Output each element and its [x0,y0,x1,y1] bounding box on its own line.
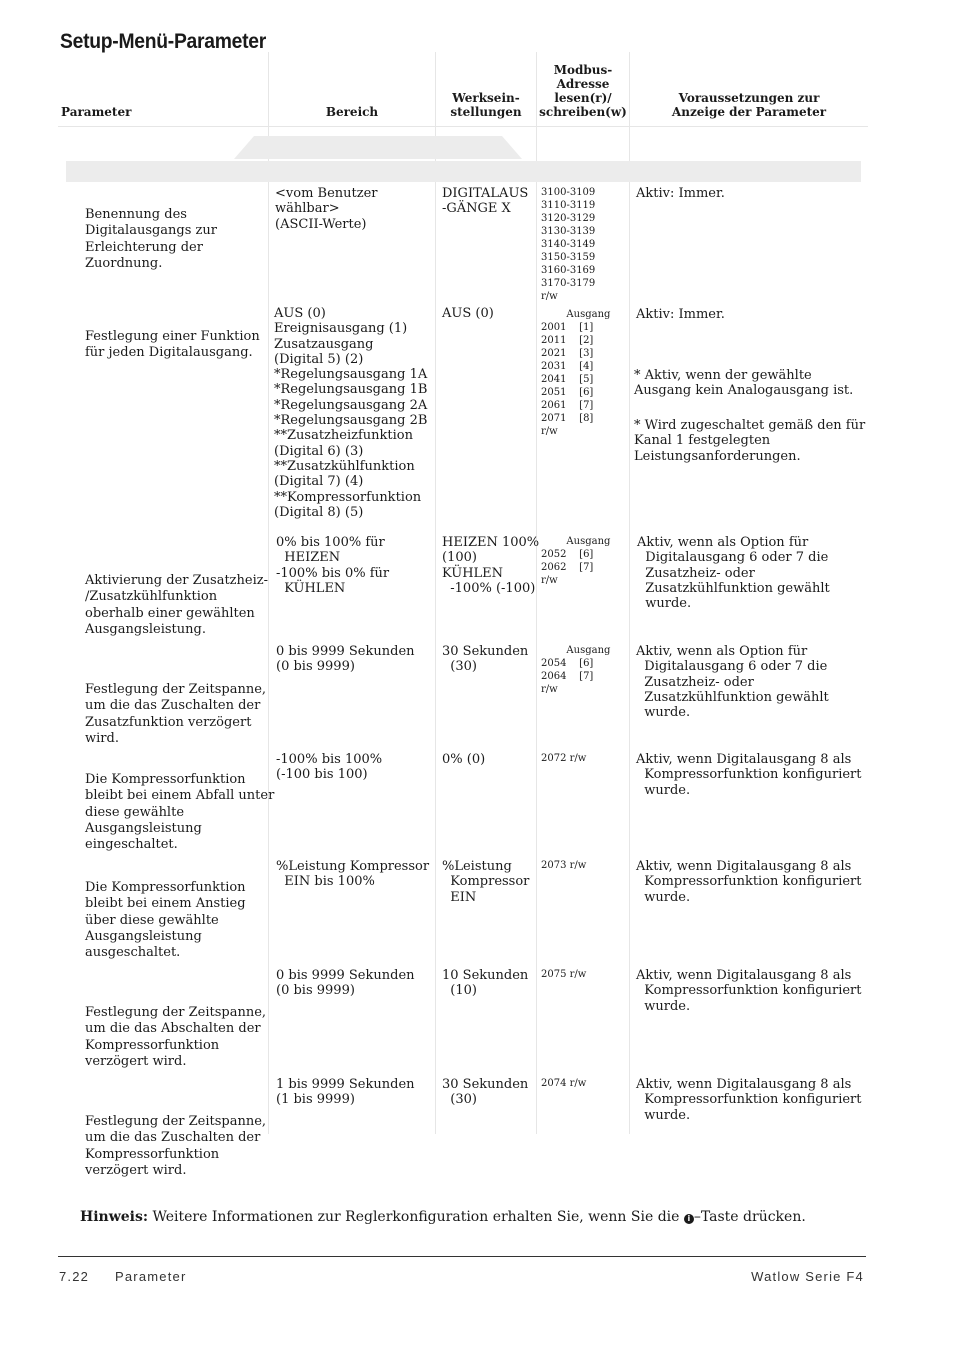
section-tab-shape [234,136,522,159]
footer-rule [58,1256,866,1257]
row-modbus: 2075 r/w [541,969,587,980]
row-default: DIGITALAUS -GÄNGE X [442,186,529,217]
row-default: HEIZEN 100% (100) KÜHLEN -100% (-100) [442,535,540,596]
row-range: 0 bis 9999 Sekunden (0 bis 9999) [276,644,415,675]
row-condition: Aktiv: Immer. [636,186,725,201]
note-text-end: –Taste drücken. [693,1209,806,1225]
note-text: Weitere Informationen zur Reglerkonfiguration erhalten Sie, wenn Sie die [148,1209,684,1225]
footer-brand: Watlow Serie F4 [751,1269,864,1284]
row-range: 1 bis 9999 Sekunden (1 bis 9999) [276,1077,415,1108]
row-condition: Aktiv, wenn als Option für Digitalausgang 6 oder 7 die Zusatzheiz- oder Zusatzkühlfunktion gewählt wurde. [636,644,829,721]
row-condition-note: * Aktiv, wenn der gewählte Ausgang kein Analogausgang ist. [634,368,854,399]
page-title: Setup-Menü-Parameter [60,30,266,53]
row-range: 0 bis 9999 Sekunden (0 bis 9999) [276,968,415,999]
row-modbus: 2072 r/w [541,753,587,764]
row-condition: Aktiv: Immer. [636,307,725,322]
header-voraussetzungen: Voraussetzungen zur Anzeige der Parameter [671,91,827,119]
row-condition: Aktiv, wenn Digitalausgang 8 als Kompressorfunktion konfiguriert wurde. [636,968,862,1014]
note-label: Hinweis: [80,1209,149,1225]
column-divider [268,52,269,1134]
row-condition: Aktiv, wenn als Option für Digitalausgang 6 oder 7 die Zusatzheiz- oder Zusatzkühlfunktion gewählt wurde. [637,535,830,612]
row-description: Benennung des Digitalausgangs zur Erleichterung der Zuordnung. [85,207,217,271]
header-parameter: Parameter [61,105,132,119]
header-modbus: Modbus- Adresse lesen(r)/ schreiben(w) [539,63,627,119]
footer-section: Parameter [115,1269,187,1284]
row-description: Festlegung einer Funktion für jeden Digitalausgang. [85,329,260,361]
row-condition-note: * Wird zugeschaltet gemäß den für Kanal 1 festgelegten Leistungsanforderungen. [634,418,866,464]
row-description: Die Kompressorfunktion bleibt bei einem Anstieg über diese gewählte Ausgangsleistung ausgeschaltet. [85,880,246,961]
row-condition: Aktiv, wenn Digitalausgang 8 als Kompressorfunktion konfiguriert wurde. [636,1077,862,1123]
row-range: -100% bis 100% (-100 bis 100) [276,752,383,783]
row-range: AUS (0) Ereignisausgang (1) Zusatzausgang (Digital 5) (2) *Regelungsausgang 1A *Regelungsausgang 1B *Regelungsausgang 2A *Regelungsausgang 2B **Zusatzheizfunktion (Digital 6) (3) **Zusatzkühlfunktion (Digital 7) (4) **Kompressorfunktion (Digital 8) (5) [274,306,428,520]
row-default: 30 Sekunden (30) [442,1077,529,1108]
row-condition: Aktiv, wenn Digitalausgang 8 als Kompressorfunktion konfiguriert wurde. [636,859,862,905]
row-range: <vom Benutzer wählbar> (ASCII-Werte) [275,186,378,232]
row-default: 10 Sekunden (10) [442,968,529,999]
row-modbus: 2074 r/w [541,1078,587,1089]
footer-page-number: 7.22 [59,1269,90,1284]
row-default: 30 Sekunden (30) [442,644,529,675]
section-band [66,161,861,182]
info-icon: i [684,1214,694,1224]
row-default: AUS (0) [442,306,494,321]
row-default: 0% (0) [442,752,486,767]
header-werkseinstellungen: Werksein- stellungen [450,91,522,119]
row-modbus: Ausgang 2001 [1] 2011 [2] 2021 [3] 2031 [4] 2041 [5] 2051 [6] 2061 [7] 2071 [8] r/w [541,309,611,437]
header-rule [58,126,868,127]
row-description: Die Kompressorfunktion bleibt bei einem Abfall unter diese gewählte Ausgangsleistung eingeschaltet. [85,772,275,853]
row-description: Festlegung der Zeitspanne, um die das Zuschalten der Kompressorfunktion verzögert wird. [85,1114,267,1178]
header-bereich: Bereich [325,105,379,119]
row-description: Festlegung der Zeitspanne, um die das Abschalten der Kompressorfunktion verzögert wird. [85,1005,267,1069]
row-condition: Aktiv, wenn Digitalausgang 8 als Kompressorfunktion konfiguriert wurde. [636,752,862,798]
row-modbus: Ausgang 2052 [6] 2062 [7] r/w [541,536,611,586]
row-default: %Leistung Kompressor EIN [442,859,530,905]
row-range: 0% bis 100% für HEIZEN -100% bis 0% für KÜHLEN [276,535,390,596]
row-modbus: 3100-3109 3110-3119 3120-3129 3130-3139 3140-3149 3150-3159 3160-3169 3170-3179 r/w [541,187,596,302]
column-divider [435,52,436,1134]
row-modbus: Ausgang 2054 [6] 2064 [7] r/w [541,645,611,695]
row-range: %Leistung Kompressor EIN bis 100% [276,859,430,890]
row-description: Aktivierung der Zusatzheiz- /Zusatzkühlfunktion oberhalb einer gewählten Ausgangsleistung. [85,573,268,637]
column-divider [629,52,630,1134]
row-modbus: 2073 r/w [541,860,587,871]
row-description: Festlegung der Zeitspanne, um die das Zuschalten der Zusatzfunktion verzögert wird. [85,682,267,746]
note [80,1208,806,1226]
